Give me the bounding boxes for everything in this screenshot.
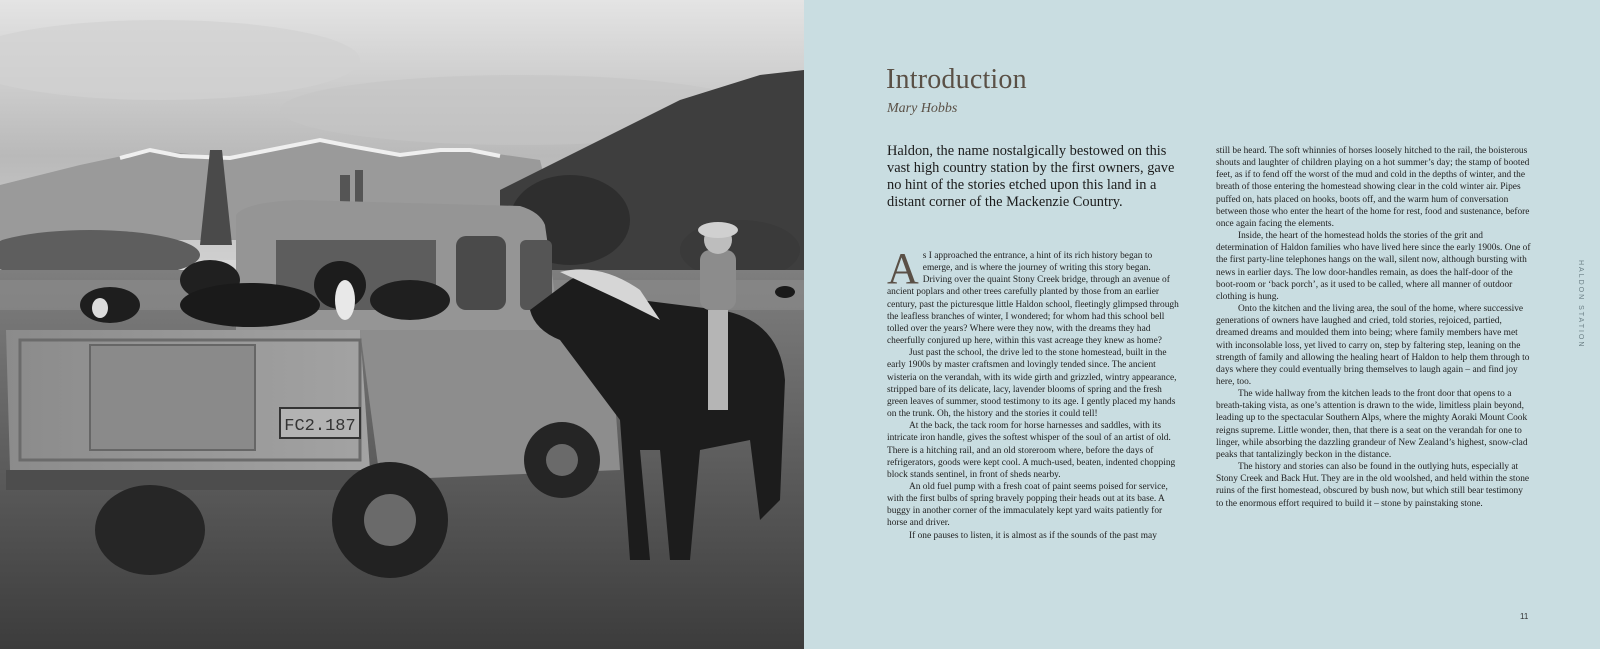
number-plate: FC2.187 xyxy=(284,417,356,436)
body-paragraph: At the back, the tack room for horse harnesses and saddles, with its intricate iron handle, gives the softest whisper of the soul of an artist of old. There is a hitching rail, and an old storeroom where, before the days of refrigerators, goods were kept cool. A much-used, beaten, indented chopping block stands sentinel, in front of sheds nearby. xyxy=(887,421,1176,480)
text-column-left xyxy=(887,244,1179,542)
body-paragraph: The history and stories can also be found in the outlying huts, especially at Stony Creek and Back Hut. They are in the old woolshed, and held within the stone ruins of the first homestead, obscured by bush now, but which still bear testimony to the enormous effort required to build it – stone by painstaking stone. xyxy=(1216,462,1530,509)
lead-paragraph: Haldon, the name nostalgically bestowed on this vast high country station by the first owners, gave no hint of the stories etched upon this land in a distant corner of the Mackenzie Country. xyxy=(887,143,1175,210)
body-paragraph: Just past the school, the drive led to the stone homestead, built in the early 1900s by master craftsmen and lovingly tended since. The ancient wisteria on the verandah, with its wide girth and grizzled, wintry appearance, stripped bare of its delicate, lacy, lavender blooms of spring and the fresh green leaves of summer, stood testimony to its age. I gently placed my hands on the trunk. Oh, the history and the stories it could tell! xyxy=(887,348,1177,420)
text-page xyxy=(804,0,1600,649)
body-paragraph: Onto the kitchen and the living area, the soul of the home, where successive generations of owners have laughed and cried, told stories, rejoiced, partied, dreamed dreams and moulded them into being; where family members have met with inconsolable loss, yet lived to carry on, step by faltering step, leaning on the strength of family and allowing the healing heart of Haldon to help them through to days where they could eventually bring themselves to laugh again – and find joy here, too. xyxy=(1216,304,1530,387)
running-head: HALDON STATION xyxy=(1577,260,1584,349)
body-paragraph: As I approached the entrance, a hint of its rich history began to emerge, and is where the journey of writing this story began. Driving over the quaint Stony Creek bridge, through an avenue of ancient poplars and other trees carefully planted by those from an earlier century, past the picturesque little Haldon school, fleetingly glimpsed through the leafless branches of winter, I wondered; for whom had this school bell tolled over the years? Where were they now, with the dreams they had cheerfully conjured up here, within this vast acreage they knew as home? xyxy=(887,244,1179,347)
distant-horse xyxy=(775,286,795,298)
body-paragraph: The wide hallway from the kitchen leads to the front door that opens to a breath-taking vista, as one’s attention is drawn to the wide, limitless plain beyond, leading up to the spectacular Southern Alps, where the mighty Aoraki Mount Cook reigns supreme. Little wonder, then, that there is a seat on the verandah for one to linger, while absorbing the dazzling grandeur of New Zealand’s highest, snow-clad peaks that tantalizingly beckon in the distance. xyxy=(1216,389,1528,460)
body-paragraph: Inside, the heart of the homestead holds the stories of the grit and determination of Haldon families who have lived here since the early 1900s. One of the first party-line telephones hangs on the wall, silent now, although bursting with news in earlier days. The low door-handles remain, as does the half-door of the boot-room or ‘back porch’, as it used to be called, where all manner of outdoor clothing is hung. xyxy=(1216,231,1531,302)
chapter-title: Introduction xyxy=(886,64,1027,95)
body-paragraph: An old fuel pump with a fresh coat of paint seems poised for service, with the first bulbs of spring bravely popping their heads out at its base. A buggy in another corner of the immaculately kept yard waits patiently for horse and driver. xyxy=(887,481,1168,529)
page-number: 11 xyxy=(1520,612,1529,621)
drop-cap: A xyxy=(887,244,919,293)
text-column-right xyxy=(1216,145,1532,510)
body-paragraph: If one pauses to listen, it is almost as if the sounds of the past may xyxy=(909,530,1157,541)
body-paragraph: still be heard. The soft whinnies of horses loosely hitched to the rail, the boisterous shouts and laughter of children playing on a hot summer’s day; the stamp of booted feet, as if to fend off the worst of the mud and cold in the depths of winter, and the breath of those entering the homestead showing clear in the cold winter air. Pipes puffed on, hats placed on hooks, boots off, and the warm hum of conversation between those who enter the heart of the home for rest, food and sustenance, before once again facing the elements. xyxy=(1216,146,1530,229)
author-byline: Mary Hobbs xyxy=(887,101,958,116)
